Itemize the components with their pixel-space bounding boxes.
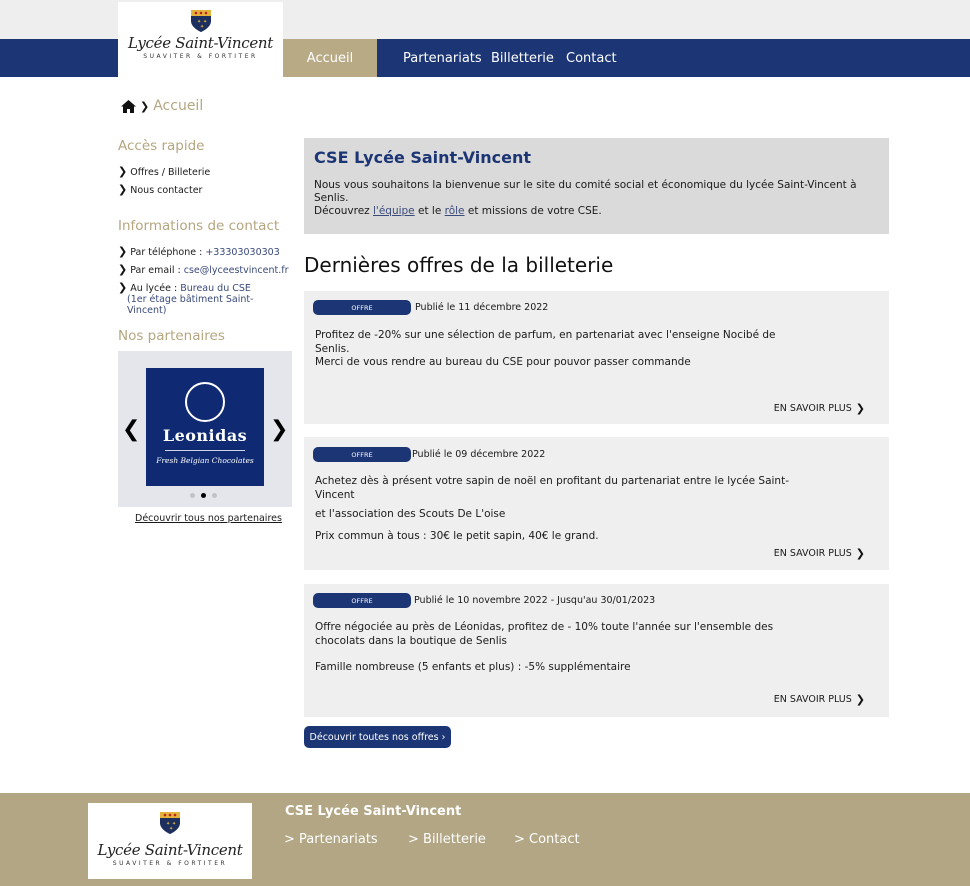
chevron-right-icon: ❯ (855, 402, 865, 415)
offer-paragraph: Famille nombreuse (5 enfants et plus) : -5% supplémentaire (315, 661, 631, 673)
offer-text (315, 621, 795, 675)
offer-badge: OFFRE (313, 300, 411, 315)
leonidas-emblem-icon (185, 382, 225, 422)
quick-link-label: Nous contacter (130, 185, 203, 196)
phone-link[interactable]: +33303030303 (205, 247, 280, 258)
svg-text:✦: ✦ (169, 826, 174, 832)
location-detail: (1er étage bâtiment Saint-Vincent) (127, 294, 254, 316)
carousel-dot[interactable] (190, 493, 195, 498)
role-link[interactable]: rôle (444, 205, 465, 217)
logo-motto: SUAVITER & FORTITER (143, 53, 258, 60)
offer-date: Publié le 11 décembre 2022 (415, 302, 549, 313)
chevron-right-icon: ❯ (118, 263, 128, 276)
shield-crest-icon (159, 811, 181, 835)
svg-text:✦: ✦ (196, 19, 201, 25)
read-more-label: EN SAVOIR PLUS (773, 403, 852, 414)
welcome-title: CSE Lycée Saint-Vincent (314, 148, 532, 167)
text: et le (414, 205, 445, 217)
offer-card (304, 437, 889, 570)
footer-title: CSE Lycée Saint-Vincent (285, 804, 462, 819)
all-offers-button[interactable]: Découvrir toutes nos offres › (304, 726, 451, 748)
all-partners-link[interactable]: Découvrir tous nos partenaires (135, 513, 282, 524)
read-more-label: EN SAVOIR PLUS (773, 548, 852, 559)
svg-text:✦: ✦ (202, 19, 207, 25)
contact-phone (118, 246, 280, 258)
nav-partenariats[interactable]: Partenariats (403, 50, 482, 66)
shield-crest-icon (190, 9, 212, 33)
location-value: Bureau du CSE (180, 283, 251, 294)
read-more-link[interactable] (774, 402, 865, 415)
read-more-link[interactable] (774, 547, 865, 560)
partner-brand: Leonidas (162, 426, 248, 445)
offer-badge: OFFRE (313, 447, 411, 462)
svg-text:✦: ✦ (166, 821, 171, 827)
team-link[interactable]: l'équipe (373, 205, 415, 217)
logo-name: Lycée Saint-Vincent (127, 34, 274, 52)
footer-link-billetterie[interactable]: > Billetterie (408, 832, 486, 847)
home-icon[interactable] (121, 100, 136, 113)
svg-text:✦: ✦ (199, 24, 204, 30)
chevron-right-icon: ❯ (855, 693, 865, 706)
contact-email (118, 264, 288, 276)
offers-section-title: Dernières offres de la billeterie (304, 253, 614, 277)
offer-card (304, 584, 889, 717)
text: et missions de votre CSE. (464, 205, 602, 217)
footer-logo[interactable] (88, 803, 252, 879)
offer-text (315, 475, 795, 543)
offer-date: Publié le 10 novembre 2022 - Jusqu'au 30/01/2023 (414, 595, 656, 606)
carousel-next-icon[interactable]: ❯ (270, 417, 289, 442)
breadcrumb (121, 98, 203, 114)
offer-paragraph: Achetez dès à présent votre sapin de noël en profitant du partenariat entre le lycée Saint-Vincent (315, 475, 789, 501)
chevron-right-icon: ❯ (140, 99, 150, 113)
chevron-right-icon: ❯ (118, 183, 128, 196)
read-more-link[interactable] (774, 693, 865, 706)
footer-link-partenariats[interactable]: > Partenariats (284, 832, 378, 847)
offer-badge: OFFRE (313, 593, 411, 608)
nav-contact[interactable]: Contact (566, 50, 617, 66)
welcome-box (304, 138, 889, 234)
divider (165, 450, 245, 451)
welcome-text: Nous vous souhaitons la bienvenue sur le site du comité social et économique du lycée Saint-Vincent à Senlis. (314, 179, 857, 204)
welcome-links (314, 205, 879, 218)
carousel-dot-active[interactable] (201, 493, 206, 498)
offer-paragraph: Merci de vous rendre au bureau du CSE pour pouvor passer commande (315, 356, 691, 368)
contact-info-title: Informations de contact (118, 218, 280, 234)
quick-access-title: Accès rapide (118, 138, 205, 154)
site-logo[interactable] (118, 2, 283, 78)
carousel-dot[interactable] (212, 493, 217, 498)
footer-link-contact[interactable]: > Contact (514, 832, 580, 847)
svg-text:✦: ✦ (172, 821, 177, 827)
chevron-right-icon: ❯ (855, 547, 865, 560)
logo-name: Lycée Saint-Vincent (97, 841, 243, 859)
phone-label: Par téléphone : (130, 247, 206, 258)
quick-link-offres[interactable] (118, 166, 210, 178)
partner-tagline: Fresh Belgian Chocolates (156, 456, 254, 465)
offer-paragraph: Profitez de -20% sur une sélection de parfum, en partenariat avec l'enseigne Nocibé de Senlis. (315, 329, 776, 355)
quick-link-contact[interactable] (118, 184, 202, 196)
nav-accueil[interactable]: Accueil (283, 39, 377, 77)
offer-paragraph: Offre négociée au près de Léonidas, profitez de - 10% toute l'année sur l'ensemble des chocolats dans la boutique de Senlis (315, 621, 774, 647)
location-label: Au lycée : (130, 283, 181, 294)
partners-title: Nos partenaires (118, 328, 225, 344)
chevron-right-icon: ❯ (118, 245, 128, 258)
nav-billetterie[interactable]: Billetterie (491, 50, 554, 66)
contact-location (118, 282, 258, 316)
carousel-dots (190, 493, 217, 498)
email-label: Par email : (130, 265, 184, 276)
footer (0, 793, 970, 886)
breadcrumb-current: Accueil (153, 98, 204, 114)
partners-carousel (118, 351, 292, 507)
offer-card (304, 291, 889, 424)
email-link[interactable]: cse@lyceestvincent.fr (183, 265, 289, 276)
text: Découvrez (314, 205, 374, 217)
partner-logo-leonidas[interactable] (146, 368, 264, 486)
chevron-right-icon: ❯ (118, 165, 128, 178)
offer-text (315, 329, 795, 370)
chevron-right-icon: ❯ (118, 281, 128, 294)
logo-motto: SUAVITER & FORTITER (112, 860, 228, 867)
quick-link-label: Offres / Billeterie (130, 167, 211, 178)
read-more-label: EN SAVOIR PLUS (773, 694, 852, 705)
offer-date: Publié le 09 décembre 2022 (412, 449, 546, 460)
offer-paragraph: Prix commun à tous : 30€ le petit sapin, 40€ le grand. (315, 529, 599, 542)
carousel-prev-icon[interactable]: ❮ (122, 417, 141, 442)
offer-paragraph: et l'association des Scouts De L'oise (315, 508, 506, 520)
